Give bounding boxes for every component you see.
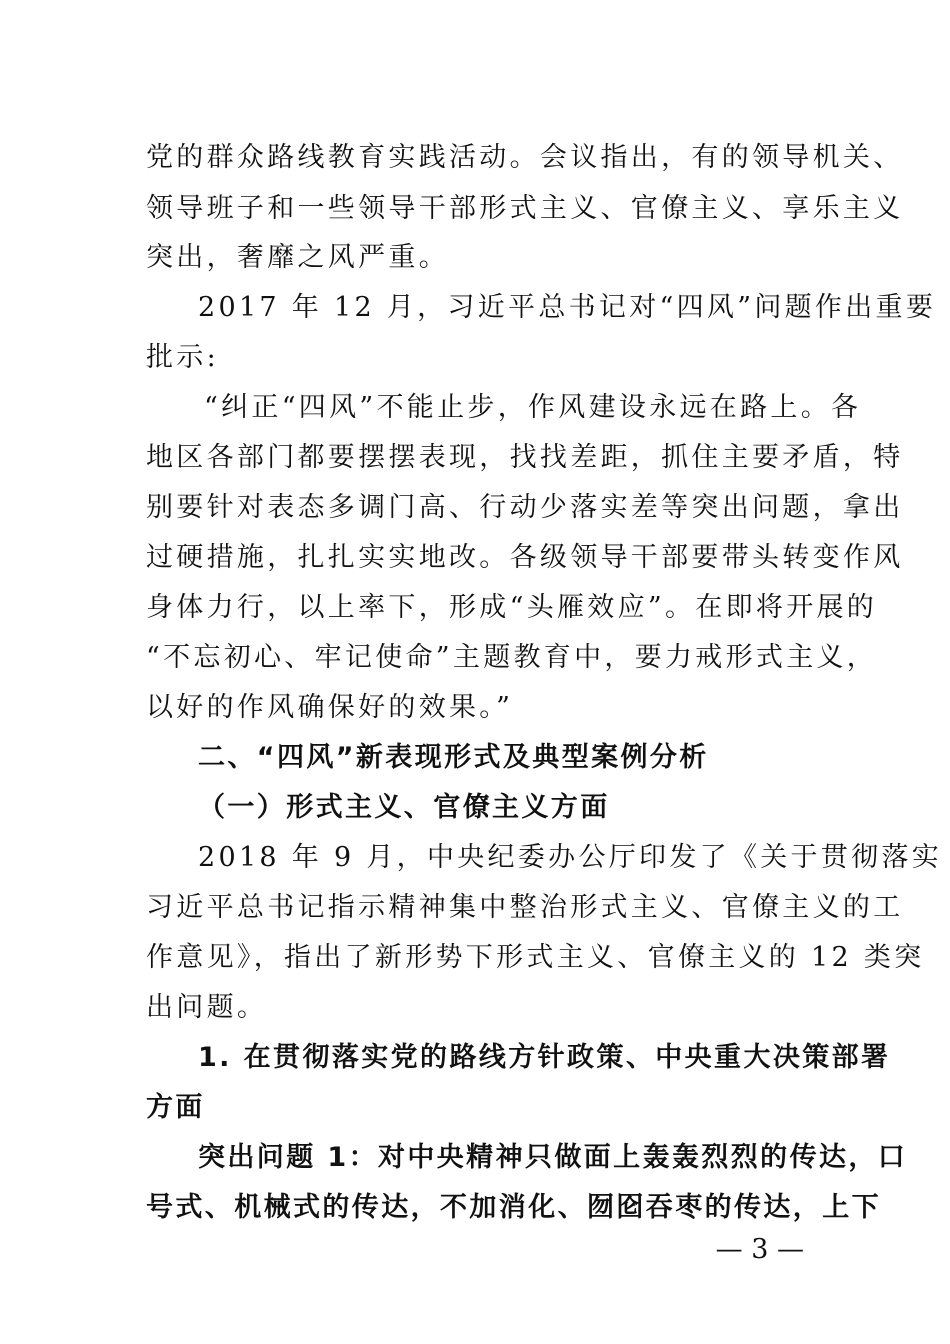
quote-line: 以好的作风确保好的效果。”: [146, 692, 514, 723]
problem-line: 号式、机械式的传达，不加消化、囫囵吞枣的传达，上下: [146, 1192, 881, 1223]
paragraph-line: 领导班子和一些领导干部形式主义、官僚主义、享乐主义: [146, 193, 904, 224]
paragraph-line: 批示:: [146, 342, 219, 373]
paragraph-line: 突出，奢靡之风严重。: [146, 242, 449, 273]
quote-line: 过硬措施，扎扎实实地改。各级领导干部要带头转变作风: [146, 542, 904, 573]
item-heading: 方面: [146, 1092, 205, 1123]
quote-line: “不忘初心、牢记使命”主题教育中，要力戒形式主义，: [146, 642, 878, 673]
item-heading: 1. 在贯彻落实党的路线方针政策、中央重大决策部署: [198, 1042, 891, 1073]
paragraph-line: 党的群众路线教育实践活动。会议指出，有的领导机关、: [146, 142, 904, 173]
quote-line: “纠正“四风”不能止步，作风建设永远在路上。各: [204, 392, 862, 423]
page-number: — 3 —: [715, 1234, 804, 1265]
subsection-heading: （一）形式主义、官僚主义方面: [198, 792, 610, 823]
problem-line: 突出问题 1：对中央精神只做面上轰轰烈烈的传达，口: [198, 1142, 908, 1173]
quote-line: 地区各部门都要摆摆表现，找找差距，抓住主要矛盾，特: [146, 442, 904, 473]
paragraph-line: 出问题。: [146, 992, 268, 1023]
paragraph-line: 作意见》，指出了新形势下形式主义、官僚主义的 12 类突: [146, 942, 925, 973]
paragraph-line: 习近平总书记指示精神集中整治形式主义、官僚主义的工: [146, 892, 904, 923]
paragraph-line: 2018 年 9 月，中央纪委办公厅印发了《关于贯彻落实: [198, 842, 943, 873]
quote-line: 别要针对表态多调门高、行动少落实差等突出问题，拿出: [146, 492, 904, 523]
quote-line: 身体力行，以上率下，形成“头雁效应”。在即将开展的: [146, 592, 878, 623]
paragraph-line: 2017 年 12 月，习近平总书记对“四风”问题作出重要: [198, 292, 937, 323]
section-heading: 二、“四风”新表现形式及典型案例分析: [198, 742, 709, 773]
